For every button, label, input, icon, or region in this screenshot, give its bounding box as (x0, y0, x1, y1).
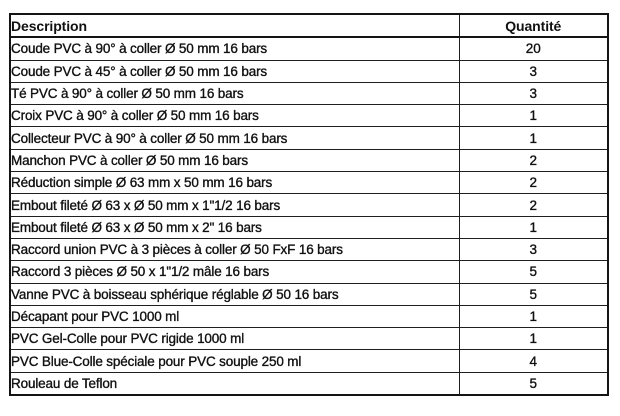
row-description: Coude PVC à 90° à coller Ø 50 mm 16 bars (10, 37, 459, 60)
row-description: Coude PVC à 45° à coller Ø 50 mm 16 bars (10, 60, 459, 82)
row-description: Décapant pour PVC 1000 ml (10, 305, 459, 327)
row-description: Rouleau de Teflon (10, 372, 459, 395)
row-quantity: 4 (459, 350, 608, 372)
row-quantity: 1 (459, 216, 608, 238)
row-quantity: 20 (459, 37, 608, 60)
row-description: Raccord union PVC à 3 pièces à coller Ø 50 FxF 16 bars (10, 238, 459, 260)
row-quantity: 2 (459, 172, 608, 194)
row-description: Collecteur PVC à 90° à coller Ø 50 mm 16 bars (10, 127, 459, 149)
row-quantity: 5 (459, 372, 608, 395)
table-row (10, 216, 608, 238)
table-row (10, 60, 608, 82)
row-quantity: 5 (459, 261, 608, 283)
table-row (10, 37, 608, 60)
row-description: PVC Gel-Colle pour PVC rigide 1000 ml (10, 328, 459, 350)
column-header-description: Description (10, 14, 459, 37)
table-row (10, 127, 608, 149)
parts-table (9, 13, 609, 396)
table-row (10, 105, 608, 127)
row-description: Réduction simple Ø 63 mm x 50 mm 16 bars (10, 172, 459, 194)
row-quantity: 3 (459, 82, 608, 104)
table-row (10, 328, 608, 350)
row-quantity: 2 (459, 149, 608, 171)
row-quantity: 3 (459, 238, 608, 260)
table-row (10, 172, 608, 194)
column-header-quantity: Quantité (459, 14, 608, 37)
row-description: Té PVC à 90° à coller Ø 50 mm 16 bars (10, 82, 459, 104)
table-row (10, 82, 608, 104)
table-row (10, 350, 608, 372)
header-row (10, 14, 608, 37)
row-description: Raccord 3 pièces Ø 50 x 1"1/2 mâle 16 bars (10, 261, 459, 283)
row-description: Embout fileté Ø 63 x Ø 50 mm x 2" 16 bars (10, 216, 459, 238)
table-row (10, 283, 608, 305)
table-row (10, 372, 608, 395)
row-description: PVC Blue-Colle spéciale pour PVC souple 250 ml (10, 350, 459, 372)
table-row (10, 149, 608, 171)
row-description: Croix PVC à 90° à coller Ø 50 mm 16 bars (10, 105, 459, 127)
row-quantity: 1 (459, 328, 608, 350)
table-row (10, 305, 608, 327)
table-row (10, 238, 608, 260)
table-row (10, 194, 608, 216)
row-description: Embout fileté Ø 63 x Ø 50 mm x 1"1/2 16 bars (10, 194, 459, 216)
row-quantity: 5 (459, 283, 608, 305)
row-description: Manchon PVC à coller Ø 50 mm 16 bars (10, 149, 459, 171)
row-description: Vanne PVC à boisseau sphérique réglable Ø 50 16 bars (10, 283, 459, 305)
row-quantity: 1 (459, 305, 608, 327)
table-row (10, 261, 608, 283)
row-quantity: 1 (459, 127, 608, 149)
row-quantity: 1 (459, 105, 608, 127)
row-quantity: 2 (459, 194, 608, 216)
row-quantity: 3 (459, 60, 608, 82)
